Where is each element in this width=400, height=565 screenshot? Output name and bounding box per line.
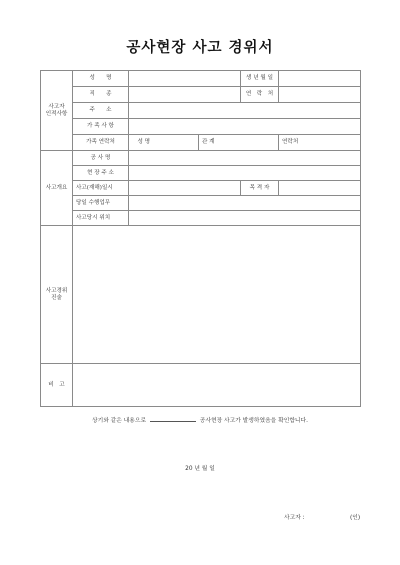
date-line: 20 년 월 일 (185, 466, 215, 472)
seal-mark: (인) (350, 515, 361, 521)
confirm-text-before: 상기와 같은 내용으로 (92, 418, 147, 424)
value-site-name[interactable] (129, 151, 361, 166)
label-site-name: 공 사 명 (73, 151, 129, 166)
label-site-address: 현 장 주 소 (73, 166, 129, 181)
confirmation-statement (0, 415, 400, 424)
value-location[interactable] (129, 211, 361, 226)
reporter-label: 사고자 : (284, 515, 305, 521)
value-contact[interactable] (279, 87, 361, 103)
section-accident-overview: 사고개요 (41, 151, 73, 226)
value-accident-narrative[interactable] (73, 226, 361, 364)
label-family-contact-relation: 관 계 (199, 135, 241, 151)
value-family-contact-relation[interactable] (241, 135, 279, 151)
value-birth[interactable] (279, 71, 361, 87)
accident-report-table (40, 70, 361, 407)
value-job-type[interactable] (129, 87, 241, 103)
label-family-contact-name: 성 명 (129, 135, 159, 151)
section-remarks: 비 고 (41, 364, 73, 407)
value-address[interactable] (129, 103, 361, 119)
section-accident-narrative: 사고경위 진술 (41, 226, 73, 364)
label-birth: 생 년 월 일 (241, 71, 279, 87)
confirm-blank-line[interactable] (150, 415, 196, 422)
confirm-text-after: 공사현장 사고가 발생하였음을 확인합니다. (199, 418, 308, 424)
value-family-matters[interactable] (129, 119, 361, 135)
label-address: 주 소 (73, 103, 129, 119)
label-job-type: 직 종 (73, 87, 129, 103)
value-family-contact-name[interactable] (159, 135, 199, 151)
label-contact: 연 락 처 (241, 87, 279, 103)
label-name: 성 명 (73, 71, 129, 87)
label-location: 사고당시 위치 (73, 211, 129, 226)
label-accident-datetime: 사고(재해)일시 (73, 181, 129, 196)
value-duty[interactable] (129, 196, 361, 211)
label-witness: 목 격 자 (241, 181, 279, 196)
value-witness[interactable] (279, 181, 361, 196)
value-remarks[interactable] (73, 364, 361, 407)
label-family-contact-phone: 연락처 (279, 135, 361, 151)
section-personal-info: 사고자 인적사항 (41, 71, 73, 151)
label-duty: 당일 수행업무 (73, 196, 129, 211)
value-accident-datetime[interactable] (129, 181, 241, 196)
value-site-address[interactable] (129, 166, 361, 181)
value-name[interactable] (129, 71, 241, 87)
document-title: 공사현장 사고 경위서 (126, 40, 274, 56)
label-family-matters: 가 족 사 항 (73, 119, 129, 135)
label-family-contact: 가족 연락처 (73, 135, 129, 151)
